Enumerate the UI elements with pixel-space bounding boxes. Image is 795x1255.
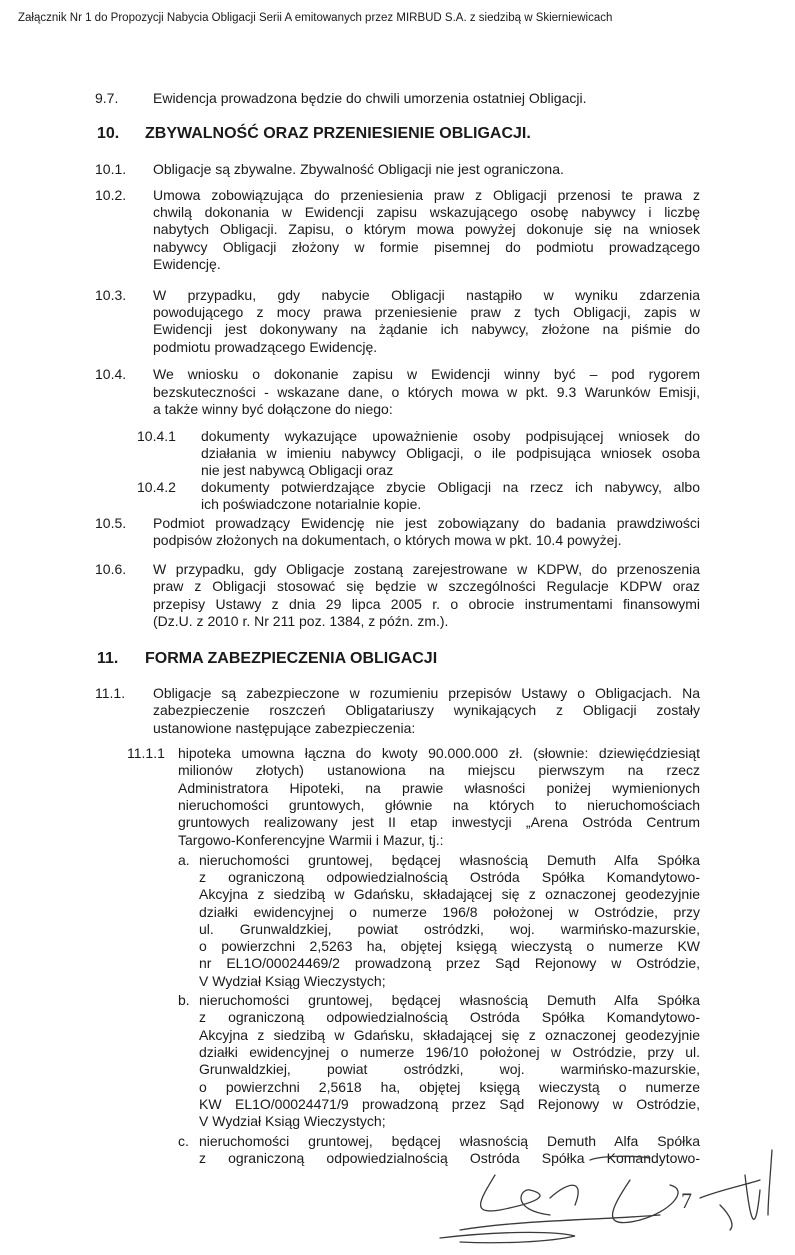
line-text: nieruchomości gruntowej, będącej własnością Demuth Alfa Spółka bbox=[199, 992, 700, 1008]
line-text: ustanowione następujące zabezpieczenia: bbox=[153, 720, 416, 736]
line-text: We wniosku o dokonanie zapisu w Ewidencji winny być – pod rygorem bbox=[153, 366, 700, 382]
item-number: 10.6. bbox=[95, 561, 127, 577]
line-text: nabywcy Obligacji złożony w formie pisemnej do podmiotu prowadzącego bbox=[153, 239, 700, 255]
line-text: (Dz.U. z 2010 r. Nr 211 poz. 1384, z późn. zm.). bbox=[153, 613, 449, 629]
page-header: Załącznik Nr 1 do Propozycji Nabycia Obligacji Serii A emitowanych przez MIRBUD S.A. z siedzibą w Skierniewicach bbox=[18, 12, 613, 24]
item-number: 11. bbox=[97, 650, 119, 667]
line-text: nieruchomości gruntowej, będącej własnością Demuth Alfa Spółka bbox=[199, 1133, 700, 1149]
line-text: Obligacje są zabezpieczone w rozumieniu przepisów Ustawy o Obligacjach. Na bbox=[153, 685, 700, 701]
item-number: 11.1.1 bbox=[127, 745, 165, 761]
line-text: Podmiot prowadzący Ewidencję nie jest zobowiązany do badania prawdziwości bbox=[153, 515, 700, 531]
line-text: bezskuteczności - wskazane dane, o których mowa w pkt. 9.3 Warunków Emisji, bbox=[153, 384, 700, 400]
line-text: KW EL1O/00024471/9 prowadzoną przez Sąd Rejonowy w Ostródzie, bbox=[199, 1096, 700, 1112]
item-number: b. bbox=[178, 992, 190, 1008]
line-text: ul. Grunwaldzkiej, powiat ostródzki, woj. warmińsko-mazurskie, bbox=[199, 921, 700, 937]
section-title: ZBYWALNOŚĆ ORAZ PRZENIESIENIE OBLIGACJI. bbox=[145, 125, 531, 142]
line-text: dokumenty wykazujące upoważnienie osoby podpisującej wniosek do bbox=[201, 428, 700, 444]
line-text: z ograniczoną odpowiedzialnością Ostróda Spółka Komandytowo- bbox=[199, 1150, 700, 1166]
page-number: 7 bbox=[681, 1188, 692, 1213]
item-number: 9.7. bbox=[95, 90, 119, 106]
line-text: Administratora Hipoteki, na prawie własności poniżej wymienionych bbox=[178, 780, 700, 796]
line-text: podmiotu prowadzącego Ewidencję. bbox=[153, 339, 378, 355]
line-text: chwilą dokonania w Ewidencji zapisu wskazującego osobę nabywcy i liczbę bbox=[153, 204, 700, 220]
line-text: przepisy Ustawy z dnia 29 lipca 2005 r. o obrocie instrumentami finansowymi bbox=[153, 596, 700, 612]
line-text: V Wydział Ksiąg Wieczystych; bbox=[199, 1113, 386, 1129]
line-text: gruntowych realizowany jest II etap inwestycji „Arena Ostróda Centrum bbox=[178, 814, 700, 830]
line-text: Ewidencji jest dokonywany na żądanie ich nabywcy, złożone na piśmie do bbox=[153, 321, 700, 337]
line-text: hipoteka umowna łączna do kwoty 90.000.000 zł. (słownie: dziewięćdziesiąt bbox=[178, 745, 700, 761]
line-text: Targowo-Konferencyjne Warmii i Mazur, tj.: bbox=[178, 832, 444, 848]
item-number: 10.4.1 bbox=[137, 428, 176, 444]
line-text: nieruchomości gruntowych, głównie na których to nieruchomościach bbox=[178, 797, 700, 813]
line-text: ich poświadczone notarialnie kopie. bbox=[201, 496, 422, 512]
line-text: milionów złotych) ustanowiona na miejscu pierwszym na rzecz bbox=[178, 762, 700, 778]
line-text: nr EL1O/00024469/2 prowadzoną przez Sąd Rejonowy w Ostródzie, bbox=[199, 955, 700, 971]
line-text: powodującego z mocy prawa przeniesienie praw z tych Obligacji, zapis w bbox=[153, 304, 700, 320]
line-text: a także winny być dołączone do niego: bbox=[153, 401, 393, 417]
item-number: c. bbox=[178, 1133, 189, 1149]
item-number: 10.4. bbox=[95, 366, 127, 382]
signatures bbox=[400, 1120, 795, 1250]
line-text: zabezpieczenie roszczeń Obligatariuszy wynikających z Obligacji zostały bbox=[153, 702, 700, 718]
line-text: Umowa zobowiązująca do przeniesienia praw z Obligacji przenosi te prawa z bbox=[153, 187, 700, 203]
item-number: 10.4.2 bbox=[137, 479, 176, 495]
line-text: z ograniczoną odpowiedzialnością Ostróda Spółka Komandytowo- bbox=[199, 869, 700, 885]
line-text: nie jest nabywcą Obligacji oraz bbox=[201, 462, 394, 478]
line-text: działki ewidencyjnej o numerze 196/8 położonej w Ostródzie, przy bbox=[199, 904, 700, 920]
line-text: podpisów złożonych na dokumentach, o których mowa w pkt. 10.4 powyżej. bbox=[153, 532, 622, 548]
section-title: FORMA ZABEZPIECZENIA OBLIGACJI bbox=[145, 650, 438, 667]
item-number: 10.3. bbox=[95, 287, 127, 303]
line-text: Ewidencję. bbox=[153, 256, 221, 272]
line-text: Obligacje są zbywalne. Zbywalność Obligacji nie jest ograniczona. bbox=[153, 161, 564, 177]
line-text: nabytych Obligacji. Zapisu, o którym mowa powyżej dokonuje się na wniosek bbox=[153, 221, 700, 237]
line-text: dokumenty potwierdzające zbycie Obligacji na rzecz ich nabywcy, albo bbox=[201, 479, 700, 495]
item-number: 11.1. bbox=[95, 685, 126, 701]
item-number: 10.5. bbox=[95, 515, 127, 531]
item-number: a. bbox=[178, 852, 190, 868]
line-text: praw z Obligacji stosować się będzie w szczególności Regulacje KDPW oraz bbox=[153, 578, 700, 594]
line-text: nieruchomości gruntowej, będącej własnością Demuth Alfa Spółka bbox=[199, 852, 700, 868]
line-text: W przypadku, gdy Obligacje zostaną zarejestrowane w KDPW, do przenoszenia bbox=[153, 561, 700, 577]
line-text: działania w imieniu nabywcy Obligacji, o ile podpisująca wniosek osoba bbox=[201, 445, 700, 461]
line-text: W przypadku, gdy nabycie Obligacji nastąpiło w wyniku zdarzenia bbox=[153, 287, 700, 303]
item-number: 10.2. bbox=[95, 187, 127, 203]
line-text: V Wydział Ksiąg Wieczystych; bbox=[199, 973, 386, 989]
line-text: Akcyjna z siedzibą w Gdańsku, składającej się z oznaczonej geodezyjnie bbox=[199, 1027, 700, 1043]
line-text: z ograniczoną odpowiedzialnością Ostróda Spółka Komandytowo- bbox=[199, 1009, 700, 1025]
line-text: Grunwaldzkiej, powiat ostródzki, woj. warmińsko-mazurskie, bbox=[199, 1061, 700, 1077]
item-number: 10. bbox=[97, 125, 120, 142]
line-text: Akcyjna z siedzibą w Gdańsku, składającej się z oznaczonej geodezyjnie bbox=[199, 886, 700, 902]
item-number: 10.1. bbox=[95, 161, 127, 177]
line-text: o powierzchni 2,5618 ha, objętej księgą wieczystą o numerze bbox=[199, 1079, 700, 1095]
line-text: Ewidencja prowadzona będzie do chwili umorzenia ostatniej Obligacji. bbox=[153, 90, 587, 106]
line-text: działki ewidencyjnej o numerze 196/10 położonej w Ostródzie, przy ul. bbox=[199, 1044, 700, 1060]
line-text: o powierzchni 2,5263 ha, objętej księgą wieczystą o numerze KW bbox=[199, 938, 700, 954]
